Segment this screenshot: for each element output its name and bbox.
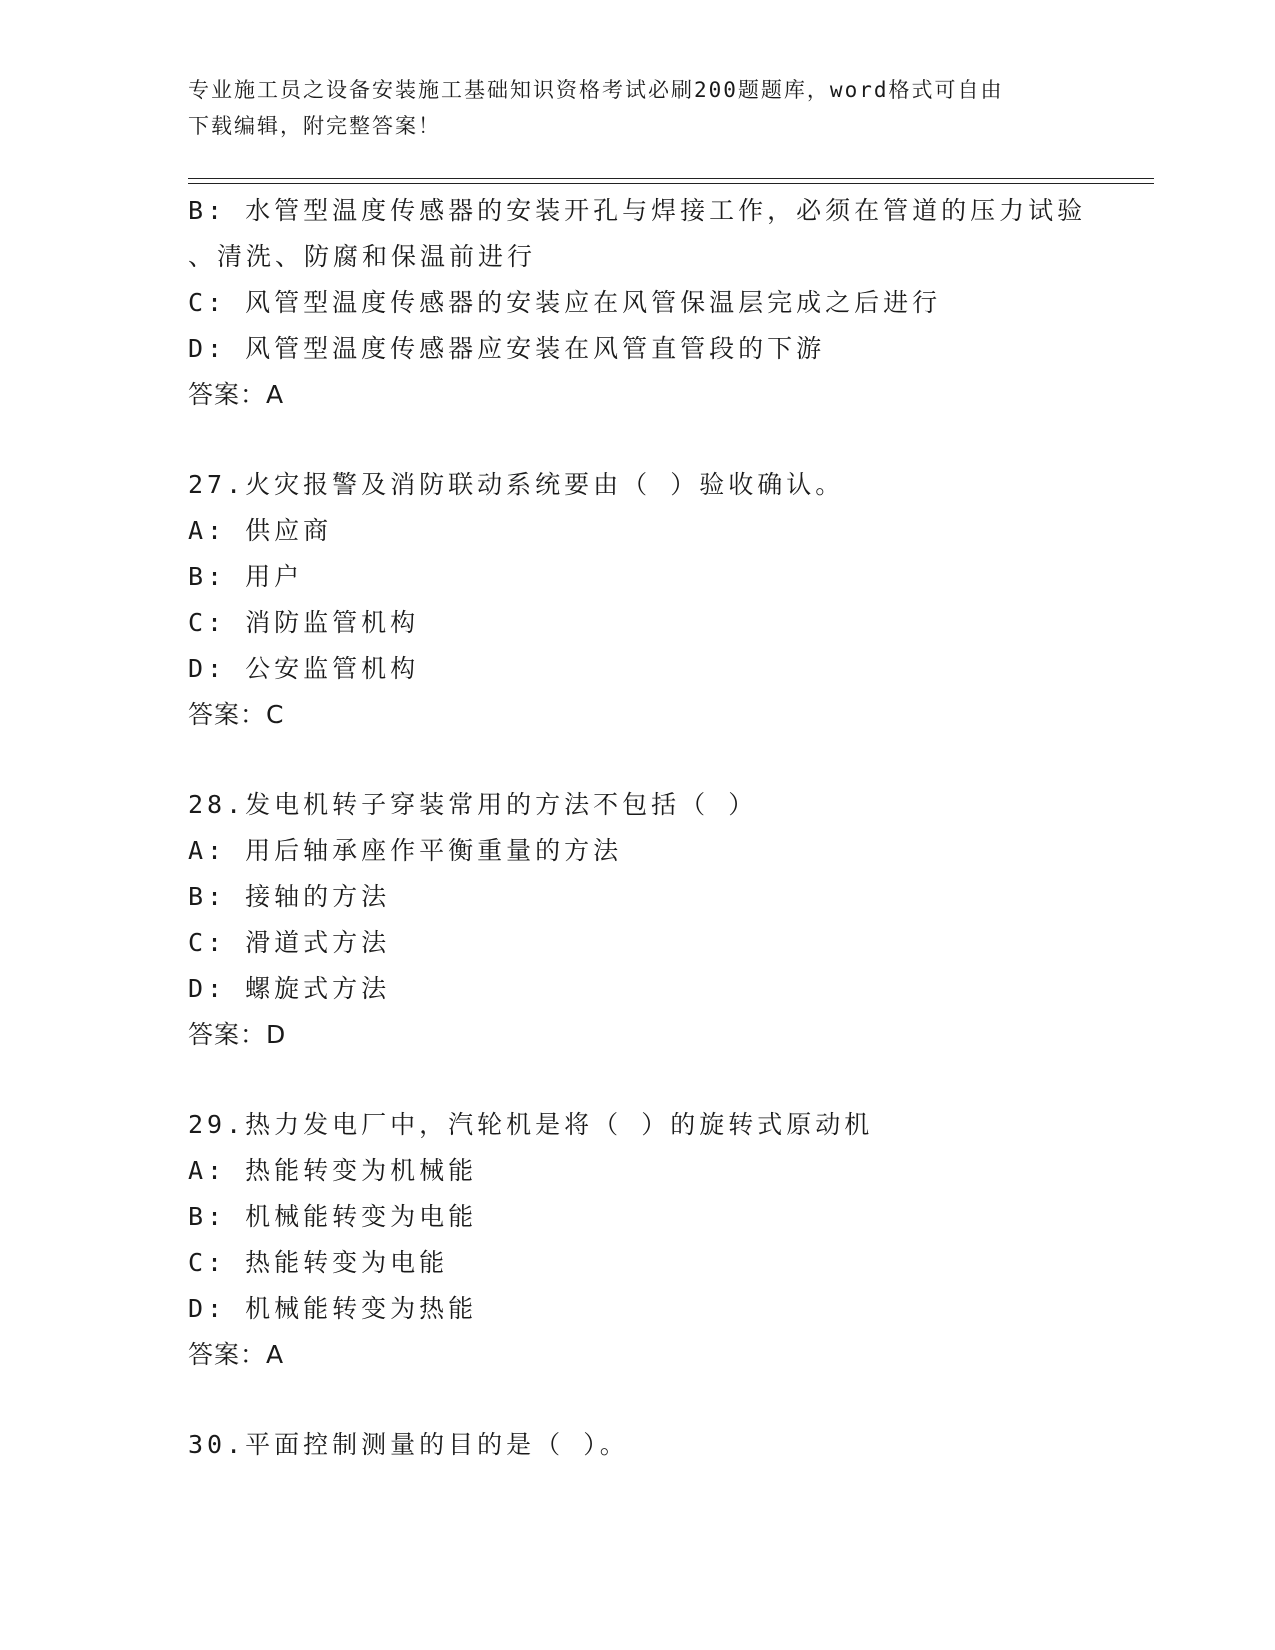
question-stem: 29.热力发电厂中，汽轮机是将（ ）的旋转式原动机 <box>188 1110 874 1139</box>
option-b: B: 机械能转变为电能 <box>188 1202 478 1231</box>
question-content <box>188 188 1168 1468</box>
answer: 答案：A <box>188 380 285 409</box>
option-c: C: 消防监管机构 <box>188 608 420 637</box>
question-stem: 30.平面控制测量的目的是（ ）。 <box>188 1430 629 1459</box>
option-d: D: 螺旋式方法 <box>188 974 391 1003</box>
option-b-continued: 、清洗、防腐和保温前进行 <box>188 242 537 271</box>
question-29 <box>188 1102 1168 1378</box>
option-a: A: 热能转变为机械能 <box>188 1156 478 1185</box>
question-27 <box>188 462 1168 738</box>
option-d: D: 机械能转变为热能 <box>188 1294 478 1323</box>
option-b: B: 接轴的方法 <box>188 882 391 911</box>
option-c: C: 风管型温度传感器的安装应在风管保温层完成之后进行 <box>188 288 942 317</box>
header-divider-top <box>188 178 1154 179</box>
option-a: A: 用后轴承座作平衡重量的方法 <box>188 836 623 865</box>
option-d: D: 公安监管机构 <box>188 654 420 683</box>
question-30 <box>188 1422 1168 1468</box>
answer: 答案：A <box>188 1340 285 1369</box>
header-divider-bottom <box>188 183 1154 184</box>
answer: 答案：C <box>188 700 285 729</box>
document-header <box>188 72 1088 144</box>
question-stem: 27.火灾报警及消防联动系统要由（ ）验收确认。 <box>188 470 845 499</box>
option-b: B: 水管型温度传感器的安装开孔与焊接工作，必须在管道的压力试验 <box>188 196 1087 225</box>
question-26-continued <box>188 188 1168 418</box>
question-stem: 28.发电机转子穿装常用的方法不包括（ ） <box>188 790 758 819</box>
question-28 <box>188 782 1168 1058</box>
option-d: D: 风管型温度传感器应安装在风管直管段的下游 <box>188 334 826 363</box>
option-a: A: 供应商 <box>188 516 333 545</box>
header-line-1: 专业施工员之设备安装施工基础知识资格考试必刷200题题库，word格式可自由 <box>188 78 1004 102</box>
answer: 答案：D <box>188 1020 287 1049</box>
option-c: C: 热能转变为电能 <box>188 1248 449 1277</box>
header-line-2: 下载编辑，附完整答案！ <box>188 114 441 138</box>
option-c: C: 滑道式方法 <box>188 928 391 957</box>
option-b: B: 用户 <box>188 562 304 591</box>
